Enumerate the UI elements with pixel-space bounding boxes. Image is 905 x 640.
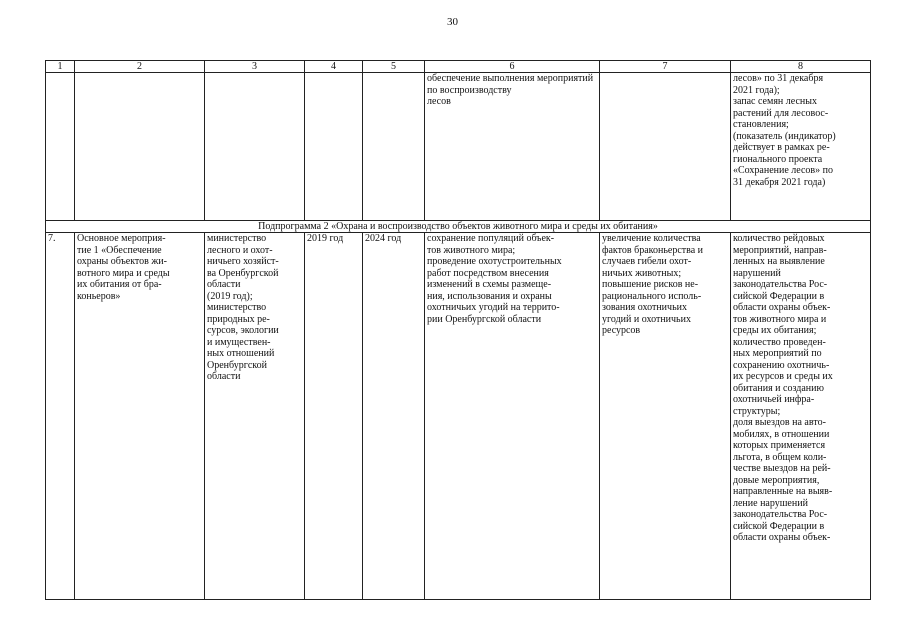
expected-result-cell: обеспечение выполнения мероприятий по воспроизводству лесов <box>425 73 600 221</box>
column-number-5: 5 <box>363 61 425 73</box>
measure-name-cell <box>75 73 205 221</box>
page-number: 30 <box>447 16 458 28</box>
subprogram-row <box>46 221 871 233</box>
column-number-4: 4 <box>305 61 363 73</box>
start-year-cell <box>305 73 363 221</box>
measure-name-cell: Основное мероприя- тие 1 «Обеспечение охраны объектов жи- вотного мира и среды их обитания от бра- коньеров» <box>75 233 205 600</box>
column-number-6: 6 <box>425 61 600 73</box>
indicator-cell: количество рейдовых мероприятий, направ- ленных на выявление нарушений законодательства Рос- сийской Федерации в области охраны объек- тов животного мира и среды их обитания; количество проведен- ных мероприятий по сохранению охотничь- их ресурсов и среды их обитания и созданию охотничьей инфра- структуры; доля выездов на авто- мобилях, в отношении которых применяется льгота, в общем коли- честве выездов на рей- довые мероприятия, направленные на выяв- ление нарушений законодательства Рос- сийской Федерации в области охраны объек- <box>731 233 871 600</box>
column-number-3: 3 <box>205 61 305 73</box>
subprogram-title: Подпрограмма 2 «Охрана и воспроизводство объектов животного мира и среды их обитания» <box>46 221 871 233</box>
executor-cell: министерство лесного и охот- ничьего хозяйст- ва Оренбургской области (2019 год); министерство природных ре- сурсов, экологии и имуществен- ных отношений Оренбургской области <box>205 233 305 600</box>
row-number-cell: 7. <box>46 233 75 600</box>
start-year-cell: 2019 год <box>305 233 363 600</box>
end-year-cell: 2024 год <box>363 233 425 600</box>
executor-cell <box>205 73 305 221</box>
consequences-cell: увеличение количества фактов браконьерства и случаев гибели охот- ничьих животных; повышение рисков не- рационального исполь- зования охотничьих угодий и охотничьих ресурсов <box>600 233 731 600</box>
program-table <box>45 60 871 600</box>
consequences-cell <box>600 73 731 221</box>
column-number-1: 1 <box>46 61 75 73</box>
end-year-cell <box>363 73 425 221</box>
table-row <box>46 233 871 600</box>
column-number-row <box>46 61 871 73</box>
row-number-cell <box>46 73 75 221</box>
expected-result-cell: сохранение популяций объек- тов животного мира; проведение охотустроительных работ посредством внесения изменений в схемы размеще- ния, использования и охраны охотничьих угодий на террито- рии Оренбургской области <box>425 233 600 600</box>
column-number-2: 2 <box>75 61 205 73</box>
indicator-cell: лесов» по 31 декабря 2021 года); запас семян лесных растений для лесовос- становления; (показатель (индикатор) действует в рамках ре- гионального проекта «Сохранение лесов» по 31 декабря 2021 года) <box>731 73 871 221</box>
column-number-8: 8 <box>731 61 871 73</box>
table-row <box>46 73 871 221</box>
column-number-7: 7 <box>600 61 731 73</box>
